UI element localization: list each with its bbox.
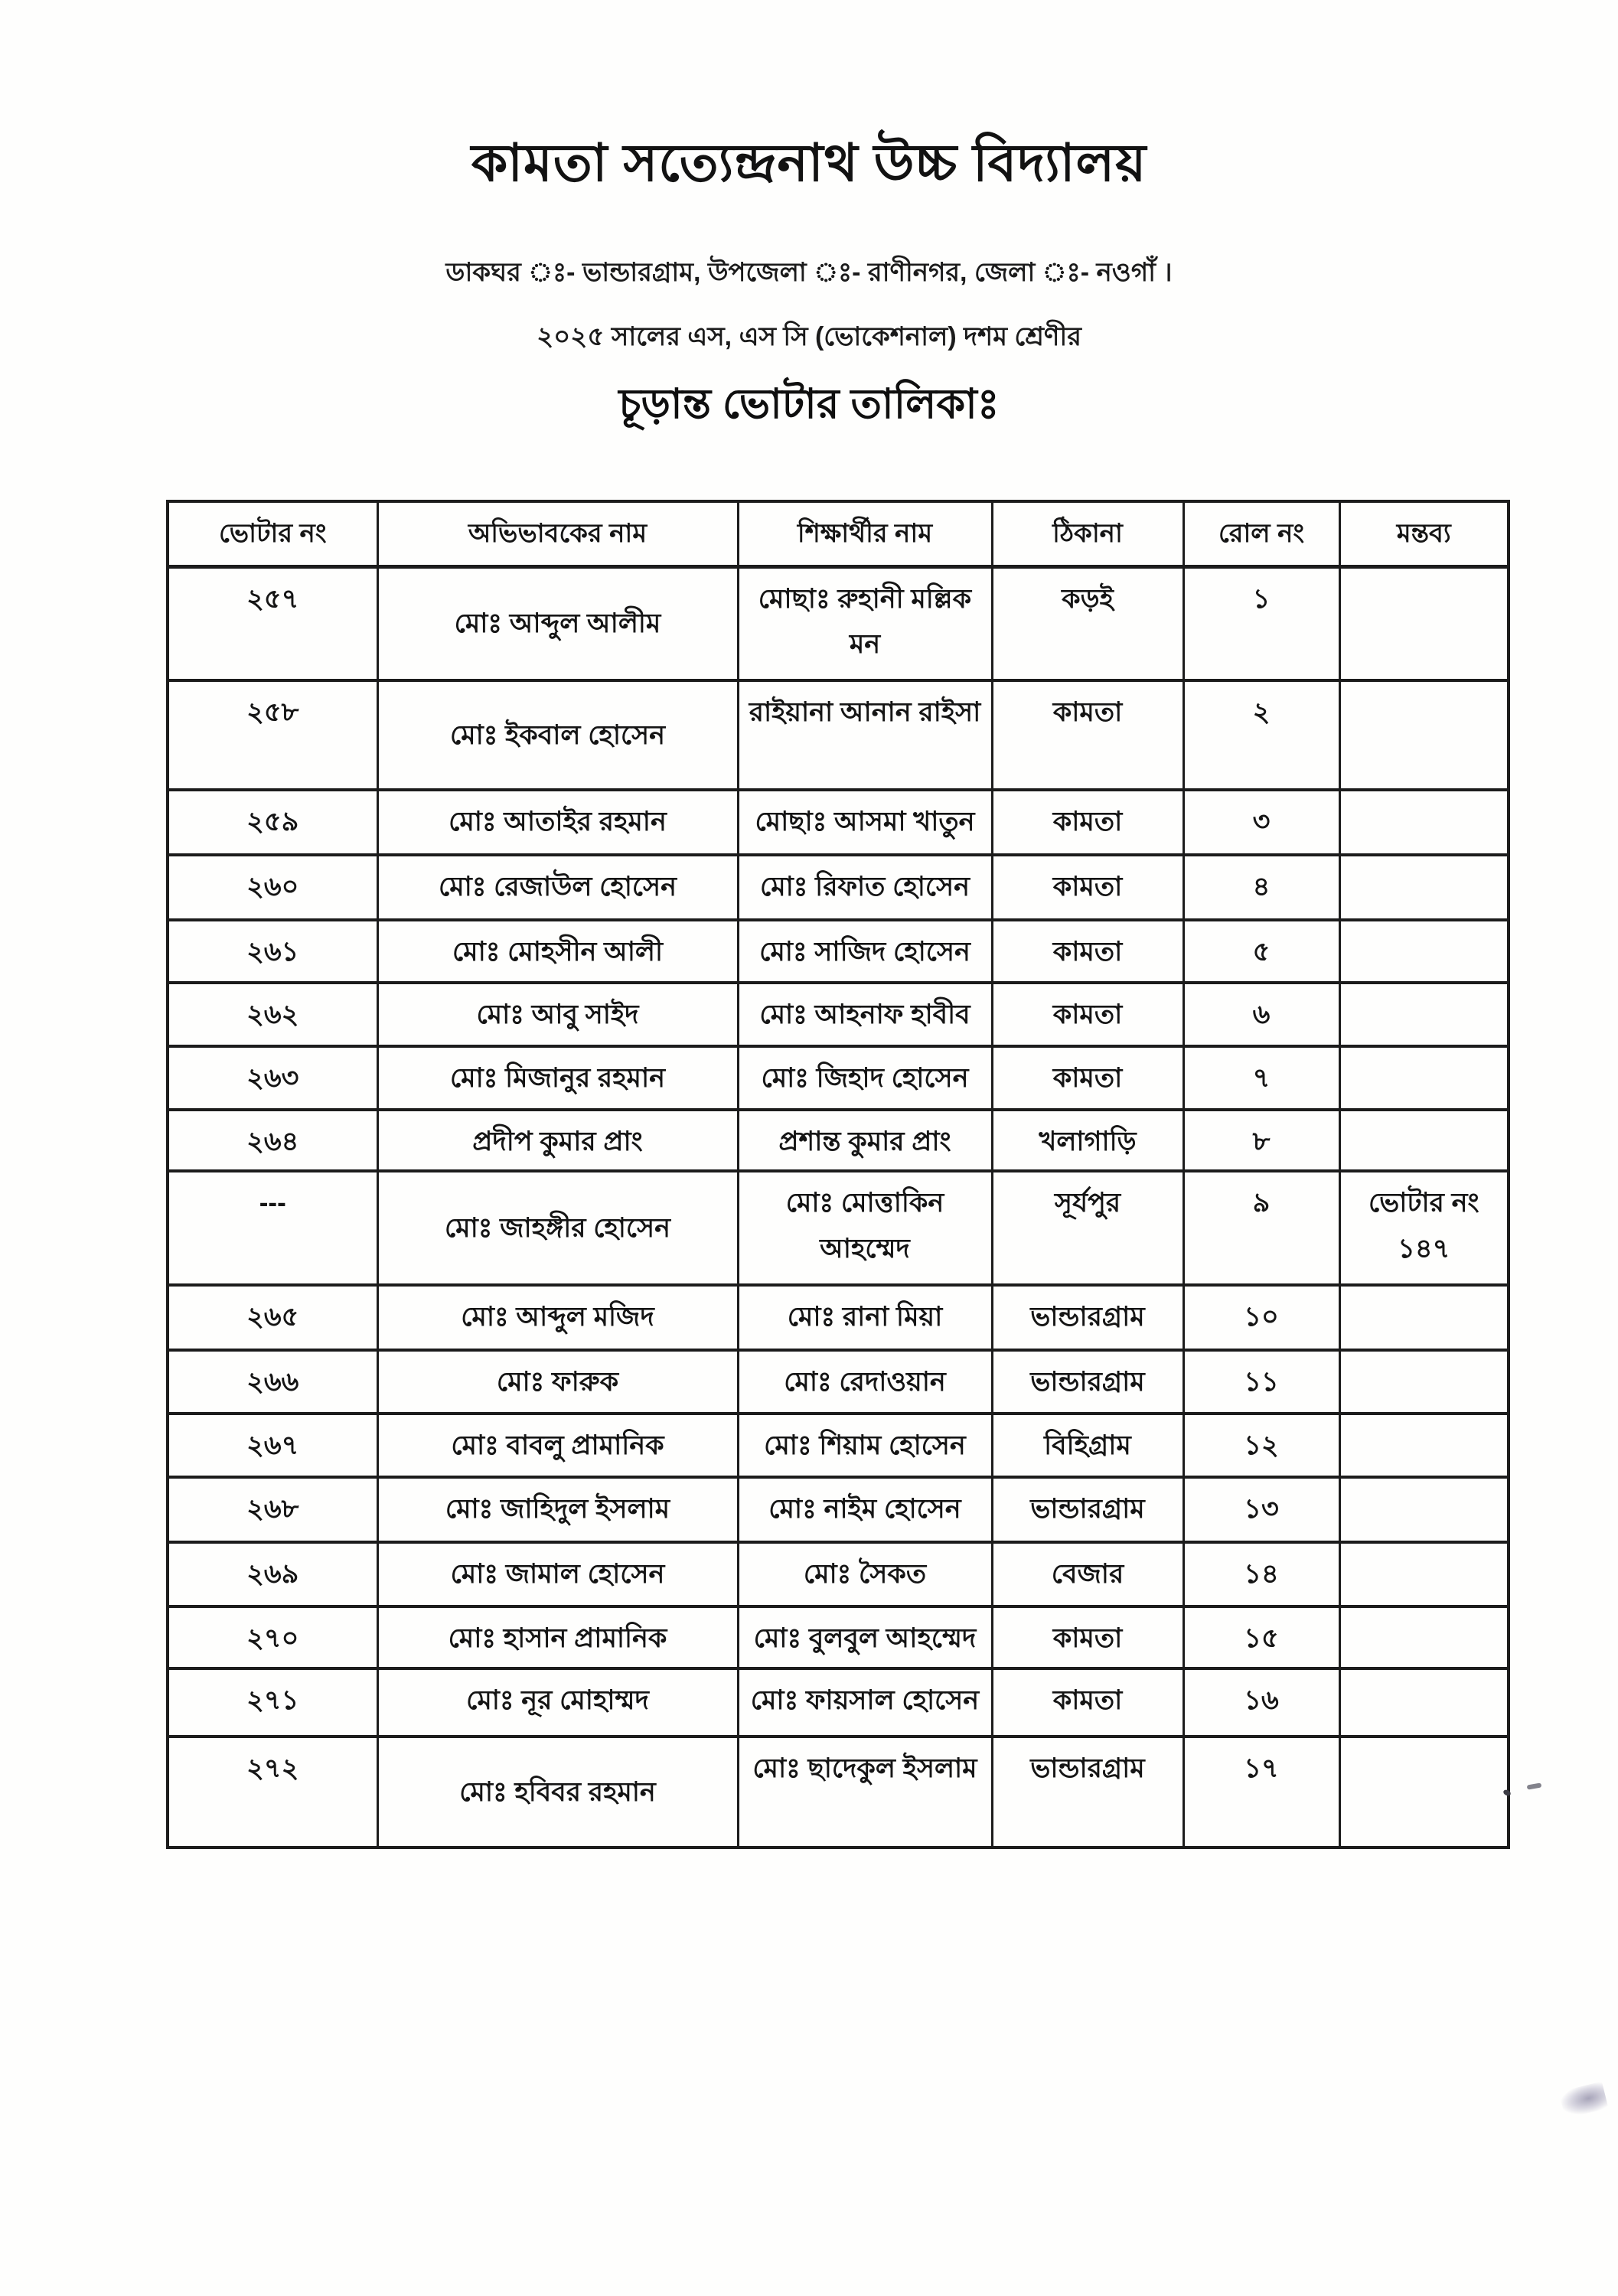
address-cell: কামতা [992,790,1183,855]
table-row [168,1737,1509,1848]
remark-cell [1339,1542,1509,1606]
voter-no-cell: --- [168,1171,377,1285]
guardian-name-cell: মোঃ আব্দুল মজিদ [377,1285,738,1350]
address-cell: ভান্ডারগ্রাম [992,1285,1183,1350]
voter-no-cell: ২৭২ [168,1737,377,1848]
address-cell: বেজার [992,1542,1183,1606]
remark-cell [1339,1668,1509,1737]
remark-cell [1339,1606,1509,1668]
table-row [168,1285,1509,1350]
table-row [168,1477,1509,1542]
address-cell: কামতা [992,680,1183,790]
roll-no-cell: ৮ [1183,1110,1339,1171]
roll-no-cell: ৩ [1183,790,1339,855]
remark-cell [1339,566,1509,680]
voter-no-cell: ২৬৭ [168,1414,377,1477]
student-name-cell: মোঃ নাইম হোসেন [738,1477,992,1542]
remark-cell [1339,1046,1509,1110]
table-row [168,1171,1509,1285]
roll-no-cell: ১৪ [1183,1542,1339,1606]
table-row [168,680,1509,790]
guardian-name-cell: মোঃ মিজানুর রহমান [377,1046,738,1110]
table-row [168,1046,1509,1110]
column-header-5: মন্তব্য [1339,501,1509,566]
remark-cell [1339,790,1509,855]
student-name-cell: মোঃ শিয়াম হোসেন [738,1414,992,1477]
roll-no-cell: ১৫ [1183,1606,1339,1668]
roll-no-cell: ১০ [1183,1285,1339,1350]
address-cell: বিহিগ্রাম [992,1414,1183,1477]
guardian-name-cell: মোঃ জামাল হোসেন [377,1542,738,1606]
school-name: কামতা সত্যেন্দ্রনাথ উচ্চ বিদ্যালয় [471,134,1147,192]
voter-no-cell: ২৫৯ [168,790,377,855]
roll-no-cell: ৯ [1183,1171,1339,1285]
guardian-name-cell: মোঃ ফারুক [377,1350,738,1414]
address-cell: ভান্ডারগ্রাম [992,1350,1183,1414]
roll-no-cell: ১২ [1183,1414,1339,1477]
guardian-name-cell: মোঃ আবু সাইদ [377,983,738,1046]
address-cell: কামতা [992,1046,1183,1110]
remark-cell [1339,1477,1509,1542]
roll-no-cell: ১ [1183,566,1339,680]
student-name-cell: রাইয়ানা আনান রাইসা [738,680,992,790]
voter-no-cell: ২৬৮ [168,1477,377,1542]
voter-no-cell: ২৬১ [168,920,377,983]
student-name-cell: মোঃ ছাদেকুল ইসলাম [738,1737,992,1848]
table-row [168,983,1509,1046]
address-cell: কামতা [992,1668,1183,1737]
voter-no-cell: ২৬৩ [168,1046,377,1110]
guardian-name-cell: মোঃ জাহিদুল ইসলাম [377,1477,738,1542]
roll-no-cell: ১৩ [1183,1477,1339,1542]
remark-cell [1339,1285,1509,1350]
table-row [168,1414,1509,1477]
voter-no-cell: ২৬৫ [168,1285,377,1350]
roll-no-cell: ১৬ [1183,1668,1339,1737]
voter-no-cell: ২৬২ [168,983,377,1046]
address-cell: কামতা [992,983,1183,1046]
student-name-cell: মোঃ ফায়সাল হোসেন [738,1668,992,1737]
address-cell: কামতা [992,1606,1183,1668]
remark-cell [1339,1414,1509,1477]
column-header-1: অভিভাবকের নাম [377,501,738,566]
remark-cell [1339,1110,1509,1171]
table-row [168,920,1509,983]
student-name-cell: মোঃ সাজিদ হোসেন [738,920,992,983]
remark-cell [1339,855,1509,920]
address-cell: ভান্ডারগ্রাম [992,1737,1183,1848]
voter-no-cell: ২৬৪ [168,1110,377,1171]
remark-cell: ভোটার নং ১৪৭ [1339,1171,1509,1285]
table-row [168,1110,1509,1171]
table-row [168,1542,1509,1606]
list-title: চূড়ান্ত ভোটার তালিকাঃ [618,381,1000,427]
column-header-3: ঠিকানা [992,501,1183,566]
remark-cell [1339,680,1509,790]
table-row [168,855,1509,920]
student-name-cell: প্রশান্ত কুমার প্রাং [738,1110,992,1171]
guardian-name-cell: মোঃ আব্দুল আলীম [377,566,738,680]
table-row [168,1606,1509,1668]
student-name-cell: মোছাঃ আসমা খাতুন [738,790,992,855]
roll-no-cell: ৫ [1183,920,1339,983]
table-header-row [168,501,1509,566]
student-name-cell: মোছাঃ রুহানী মল্লিক মন [738,566,992,680]
address-cell: খলাগাড়ি [992,1110,1183,1171]
student-name-cell: মোঃ রিফাত হোসেন [738,855,992,920]
address-cell: ভান্ডারগ্রাম [992,1477,1183,1542]
student-name-cell: মোঃ সৈকত [738,1542,992,1606]
voter-no-cell: ২৬০ [168,855,377,920]
roll-no-cell: ৪ [1183,855,1339,920]
guardian-name-cell: মোঃ হবিবর রহমান [377,1737,738,1848]
guardian-name-cell: মোঃ বাবলু প্রামানিক [377,1414,738,1477]
guardian-name-cell: মোঃ নূর মোহাম্মদ [377,1668,738,1737]
table-row [168,1350,1509,1414]
voter-no-cell: ২৬৬ [168,1350,377,1414]
student-name-cell: মোঃ রানা মিয়া [738,1285,992,1350]
guardian-name-cell: মোঃ জাহঙ্গীর হোসেন [377,1171,738,1285]
voter-table [166,500,1510,1849]
address-cell: কড়ই [992,566,1183,680]
student-name-cell: মোঃ আহনাফ হাবীব [738,983,992,1046]
table-row [168,1668,1509,1737]
address-cell: কামতা [992,920,1183,983]
remark-cell [1339,983,1509,1046]
address-cell: সূর্যপুর [992,1171,1183,1285]
roll-no-cell: ৭ [1183,1046,1339,1110]
student-name-cell: মোঃ বুলবুল আহম্মেদ [738,1606,992,1668]
guardian-name-cell: প্রদীপ কুমার প্রাং [377,1110,738,1171]
student-name-cell: মোঃ রেদাওয়ান [738,1350,992,1414]
roll-no-cell: ৬ [1183,983,1339,1046]
table-row [168,566,1509,680]
remark-cell [1339,1737,1509,1848]
remark-cell [1339,920,1509,983]
address-line: ডাকঘর ঃ- ভান্ডারগ্রাম, উপজেলা ঃ- রাণীনগর, জেলা ঃ- নওগাঁ । [445,258,1173,287]
table-body [168,566,1509,1848]
scan-artifact-smudge [1559,2082,1609,2119]
scan-artifact-dash [1527,1782,1542,1789]
voter-no-cell: ২৭১ [168,1668,377,1737]
guardian-name-cell: মোঃ মোহসীন আলী [377,920,738,983]
roll-no-cell: ১৭ [1183,1737,1339,1848]
voter-no-cell: ২৫৮ [168,680,377,790]
voter-no-cell: ২৬৯ [168,1542,377,1606]
guardian-name-cell: মোঃ রেজাউল হোসেন [377,855,738,920]
column-header-2: শিক্ষার্থীর নাম [738,501,992,566]
session-line: ২০২৫ সালের এস, এস সি (ভোকেশনাল) দশম শ্রেণীর [537,322,1081,351]
roll-no-cell: ১১ [1183,1350,1339,1414]
guardian-name-cell: মোঃ হাসান প্রামানিক [377,1606,738,1668]
guardian-name-cell: মোঃ আতাইর রহমান [377,790,738,855]
address-cell: কামতা [992,855,1183,920]
table-row [168,790,1509,855]
voter-no-cell: ২৭০ [168,1606,377,1668]
student-name-cell: মোঃ মোত্তাকিন আহম্মেদ [738,1171,992,1285]
roll-no-cell: ২ [1183,680,1339,790]
guardian-name-cell: মোঃ ইকবাল হোসেন [377,680,738,790]
remark-cell [1339,1350,1509,1414]
column-header-0: ভোটার নং [168,501,377,566]
student-name-cell: মোঃ জিহাদ হোসেন [738,1046,992,1110]
column-header-4: রোল নং [1183,501,1339,566]
voter-no-cell: ২৫৭ [168,566,377,680]
